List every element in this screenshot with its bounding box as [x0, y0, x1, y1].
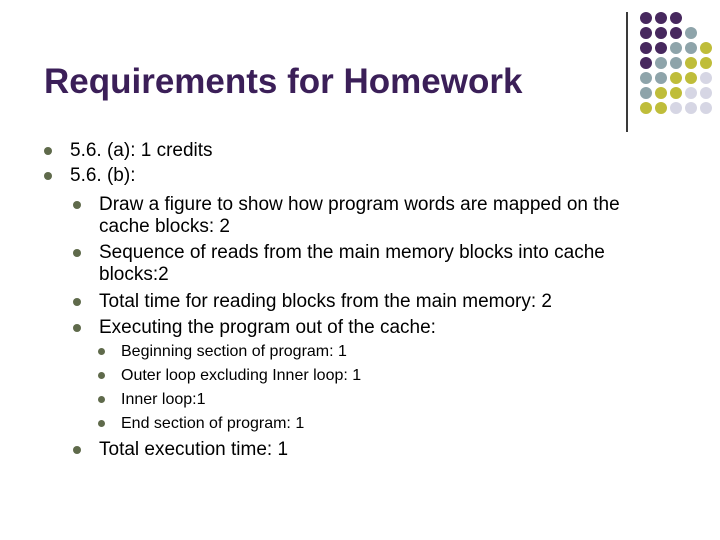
- bullet-icon: [73, 249, 81, 257]
- list-item-text: 5.6. (b):: [70, 165, 136, 186]
- list-item-text: Total execution time: 1: [99, 439, 289, 460]
- list-item-text: Total time for reading blocks from the main memory: 2: [99, 291, 553, 312]
- bullet-icon: [44, 172, 52, 180]
- list-item-text: blocks:2: [99, 264, 169, 285]
- slide-title: Requirements for Homework: [44, 62, 523, 101]
- list-item-text: Sequence of reads from the main memory blocks into cache: [99, 242, 605, 263]
- list-item: [99, 317, 436, 339]
- bullet-icon: [73, 446, 81, 454]
- bullet-icon: [73, 324, 81, 332]
- bullet-icon: [73, 201, 81, 209]
- list-item-text: Outer loop excluding Inner loop: 1: [121, 367, 362, 384]
- list-item: [70, 140, 213, 162]
- list-item-text: Executing the program out of the cache:: [99, 317, 436, 338]
- list-item-text: End section of program: 1: [121, 415, 305, 432]
- list-item-text: cache blocks: 2: [99, 216, 230, 237]
- list-item: [121, 365, 361, 387]
- list-item: [99, 291, 552, 313]
- list-item: [99, 242, 605, 286]
- list-item: [121, 341, 347, 363]
- list-item: [99, 439, 288, 461]
- list-item: [121, 389, 206, 411]
- list-item: [70, 165, 135, 187]
- list-item-text: Inner loop:1: [121, 391, 206, 408]
- bullet-icon: [98, 420, 105, 427]
- list-item-text: Draw a figure to show how program words are mapped on the: [99, 194, 620, 215]
- bullet-icon: [98, 396, 105, 403]
- bullet-icon: [98, 372, 105, 379]
- bullet-icon: [73, 298, 81, 306]
- list-item: [99, 194, 620, 238]
- list-item: [121, 413, 304, 435]
- bullet-icon: [44, 147, 52, 155]
- list-item-text: 5.6. (a): 1 credits: [70, 140, 213, 161]
- bullet-icon: [98, 348, 105, 355]
- list-item-text: Beginning section of program: 1: [121, 343, 347, 360]
